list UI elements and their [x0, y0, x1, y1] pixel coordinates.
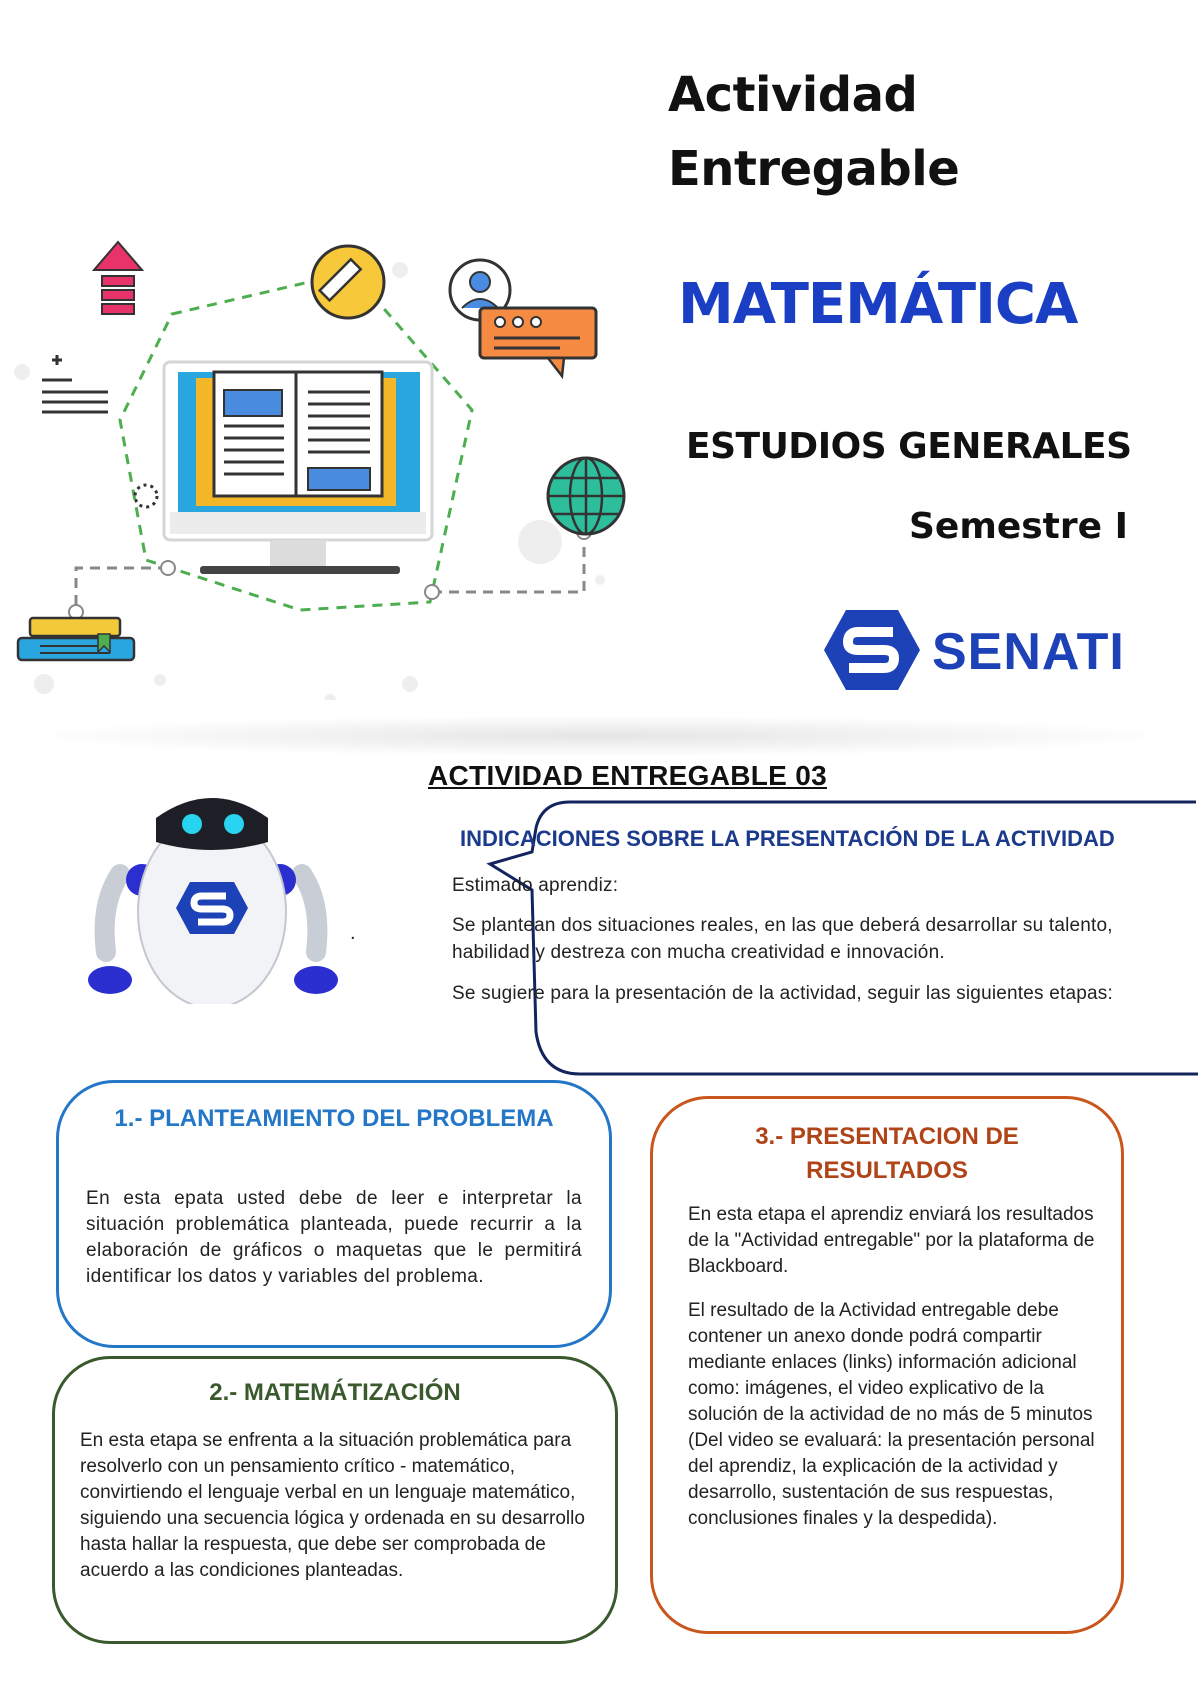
indications-paragraph-1: Se plantean dos situaciones reales, en las que deberá desarrollar su talento, habilidad y destreza con mucha creatividad e innovación. — [452, 915, 1113, 963]
cover-title-line2: Entregable — [668, 141, 960, 197]
stage-1-text: En esta epata usted debe de leer e interpretar la situación problemática planteada, puede recurrir a la elaboración de gráficos o maquetas que le permitirá identificar los datos y variables del problema. — [86, 1188, 582, 1287]
activity-title: ACTIVIDAD ENTREGABLE 03 — [428, 760, 827, 791]
greeting-text: Estimado aprendiz: — [452, 875, 619, 896]
subject-title: MATEMÁTICA — [678, 272, 1078, 337]
stray-dot: . — [350, 922, 356, 944]
stage-2-text: En esta etapa se enfrenta a la situación problemática para resolverlo con un pensamiento crítico - matemático, convirtiendo el lenguaje verbal en un lenguaje matemático, siguiendo una secuencia lógica y ordenada en su desarrollo hasta hallar la respuesta, que debe ser comprobada de acuerdo a las condiciones planteadas. — [80, 1430, 585, 1581]
user-chat-icon — [450, 260, 596, 376]
stage-2-title: 2.- MATEMÁTIZACIÓN — [209, 1379, 461, 1406]
brand-name: SENATI — [932, 623, 1125, 681]
semester-label: Semestre I — [908, 506, 1128, 547]
stage-3-text-2: El resultado de la Actividad entregable debe contener un anexo donde podrá compartir mediante enlaces (links) información adicional como: imágenes, el video explicativo de la solución de la actividad de no más de 5 minutos (Del video se evaluará: la presentación personal del aprendiz, la explicación de la actividad y desarrollo, sustentación de sus respuestas, conclusiones finales y la despedida). — [688, 1300, 1095, 1529]
monitor-icon — [164, 362, 432, 574]
stage-3-title: 3.- PRESENTACION DE RESULTADOS — [755, 1123, 1019, 1184]
indications-paragraph-2: Se sugiere para la presentación de la actividad, seguir las siguientes etapas: — [452, 983, 1113, 1004]
pencil-icon — [312, 246, 384, 318]
cover-title — [668, 58, 959, 206]
cover-shadow — [30, 716, 1170, 756]
senati-logo-icon — [822, 608, 922, 692]
text-lines-icon — [42, 355, 108, 412]
stage-3-text-1: En esta etapa el aprendiz enviará los resultados de la "Actividad entregable" por la plataforma de Blackboard. — [688, 1204, 1095, 1277]
indications-title: INDICACIONES SOBRE LA PRESENTACIÓN DE LA ACTIVIDAD — [460, 826, 1115, 851]
globe-icon — [548, 458, 624, 534]
stage-1-title: 1.- PLANTEAMIENTO DEL PROBLEMA — [114, 1105, 554, 1132]
elearning-illustration — [0, 220, 640, 700]
loading-icon — [135, 485, 157, 507]
upload-arrow-icon — [94, 242, 142, 314]
department-title: ESTUDIOS GENERALES — [686, 426, 1132, 467]
books-icon — [18, 618, 134, 660]
robot-mascot-icon — [80, 784, 340, 1004]
cover-title-line1: Actividad — [668, 67, 918, 123]
